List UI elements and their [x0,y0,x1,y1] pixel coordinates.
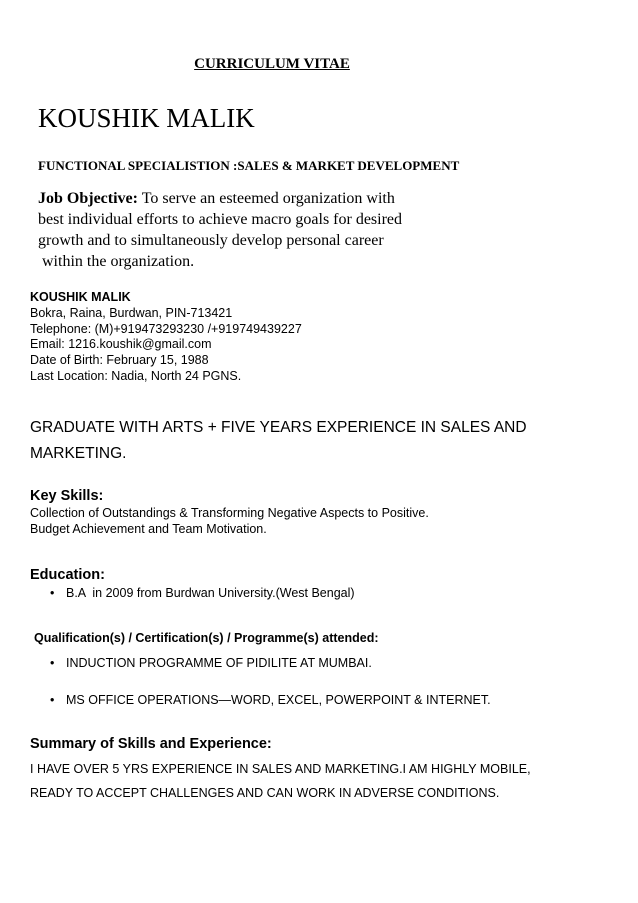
qualification-item [50,656,570,672]
summary-line-1: I HAVE OVER 5 YRS EXPERIENCE IN SALES AND MARKETING.I AM HIGHLY MOBILE, [30,762,531,776]
qualification-item-text: MS OFFICE OPERATIONS—WORD, EXCEL, POWERPOINT & INTERNET. [66,693,491,707]
cv-heading: CURRICULUM VITAE [194,56,350,72]
key-skill-item: Budget Achievement and Team Motivation. [30,522,267,536]
qualification-item [50,693,570,709]
qualification-item-text: INDUCTION PROGRAMME OF PIDILITE AT MUMBAI. [66,656,372,670]
contact-name: KOUSHIK MALIK [30,290,131,304]
objective-line-3: growth and to simultaneously develop personal career [38,232,384,249]
contact-dob: Date of Birth: February 15, 1988 [30,353,209,368]
key-skill-item: Collection of Outstandings & Transforming Negative Aspects to Positive. [30,506,429,520]
education-item-text: B.A in 2009 from Burdwan University.(West Bengal) [66,586,355,600]
graduate-statement [30,415,527,467]
objective-line-2: best individual efforts to achieve macro goals for desired [38,211,403,228]
objective-line-4: within the organization. [38,253,195,270]
education-item [50,586,450,602]
contact-address: Bokra, Raina, Burdwan, PIN-713421 [30,305,233,320]
candidate-name-title: KOUSHIK MALIK [38,103,255,133]
bullet-icon: • [50,586,55,600]
contact-last-location: Last Location: Nadia, North 24 PGNS. [30,368,242,383]
contact-block [30,290,302,385]
summary-text [30,757,531,805]
summary-line-2: READY TO ACCEPT CHALLENGES AND CAN WORK IN ADVERSE CONDITIONS. [30,786,500,800]
key-skills-title: Key Skills: [30,488,104,504]
functional-specialisation: FUNCTIONAL SPECIALISTION :SALES & MARKET DEVELOPMENT [38,158,460,173]
key-skills-list [30,505,429,537]
contact-telephone: Telephone: (M)+919473293230 /+919749439227 [30,321,302,336]
objective-text-1: To serve an esteemed organization with [137,190,395,207]
summary-title: Summary of Skills and Experience: [30,736,272,752]
job-objective [38,188,478,272]
bullet-icon: • [50,693,55,707]
qualifications-title: Qualification(s) / Certification(s) / Programme(s) attended: [34,631,379,645]
education-title: Education: [30,567,105,583]
graduate-line-1: GRADUATE WITH ARTS + FIVE YEARS EXPERIENCE IN SALES AND [30,419,527,436]
objective-line-1 [38,188,478,209]
objective-label: Job Objective: [38,190,138,207]
bullet-icon: • [50,656,55,670]
graduate-line-2: MARKETING. [30,445,127,462]
contact-email: Email: 1216.koushik@gmail.com [30,337,212,352]
